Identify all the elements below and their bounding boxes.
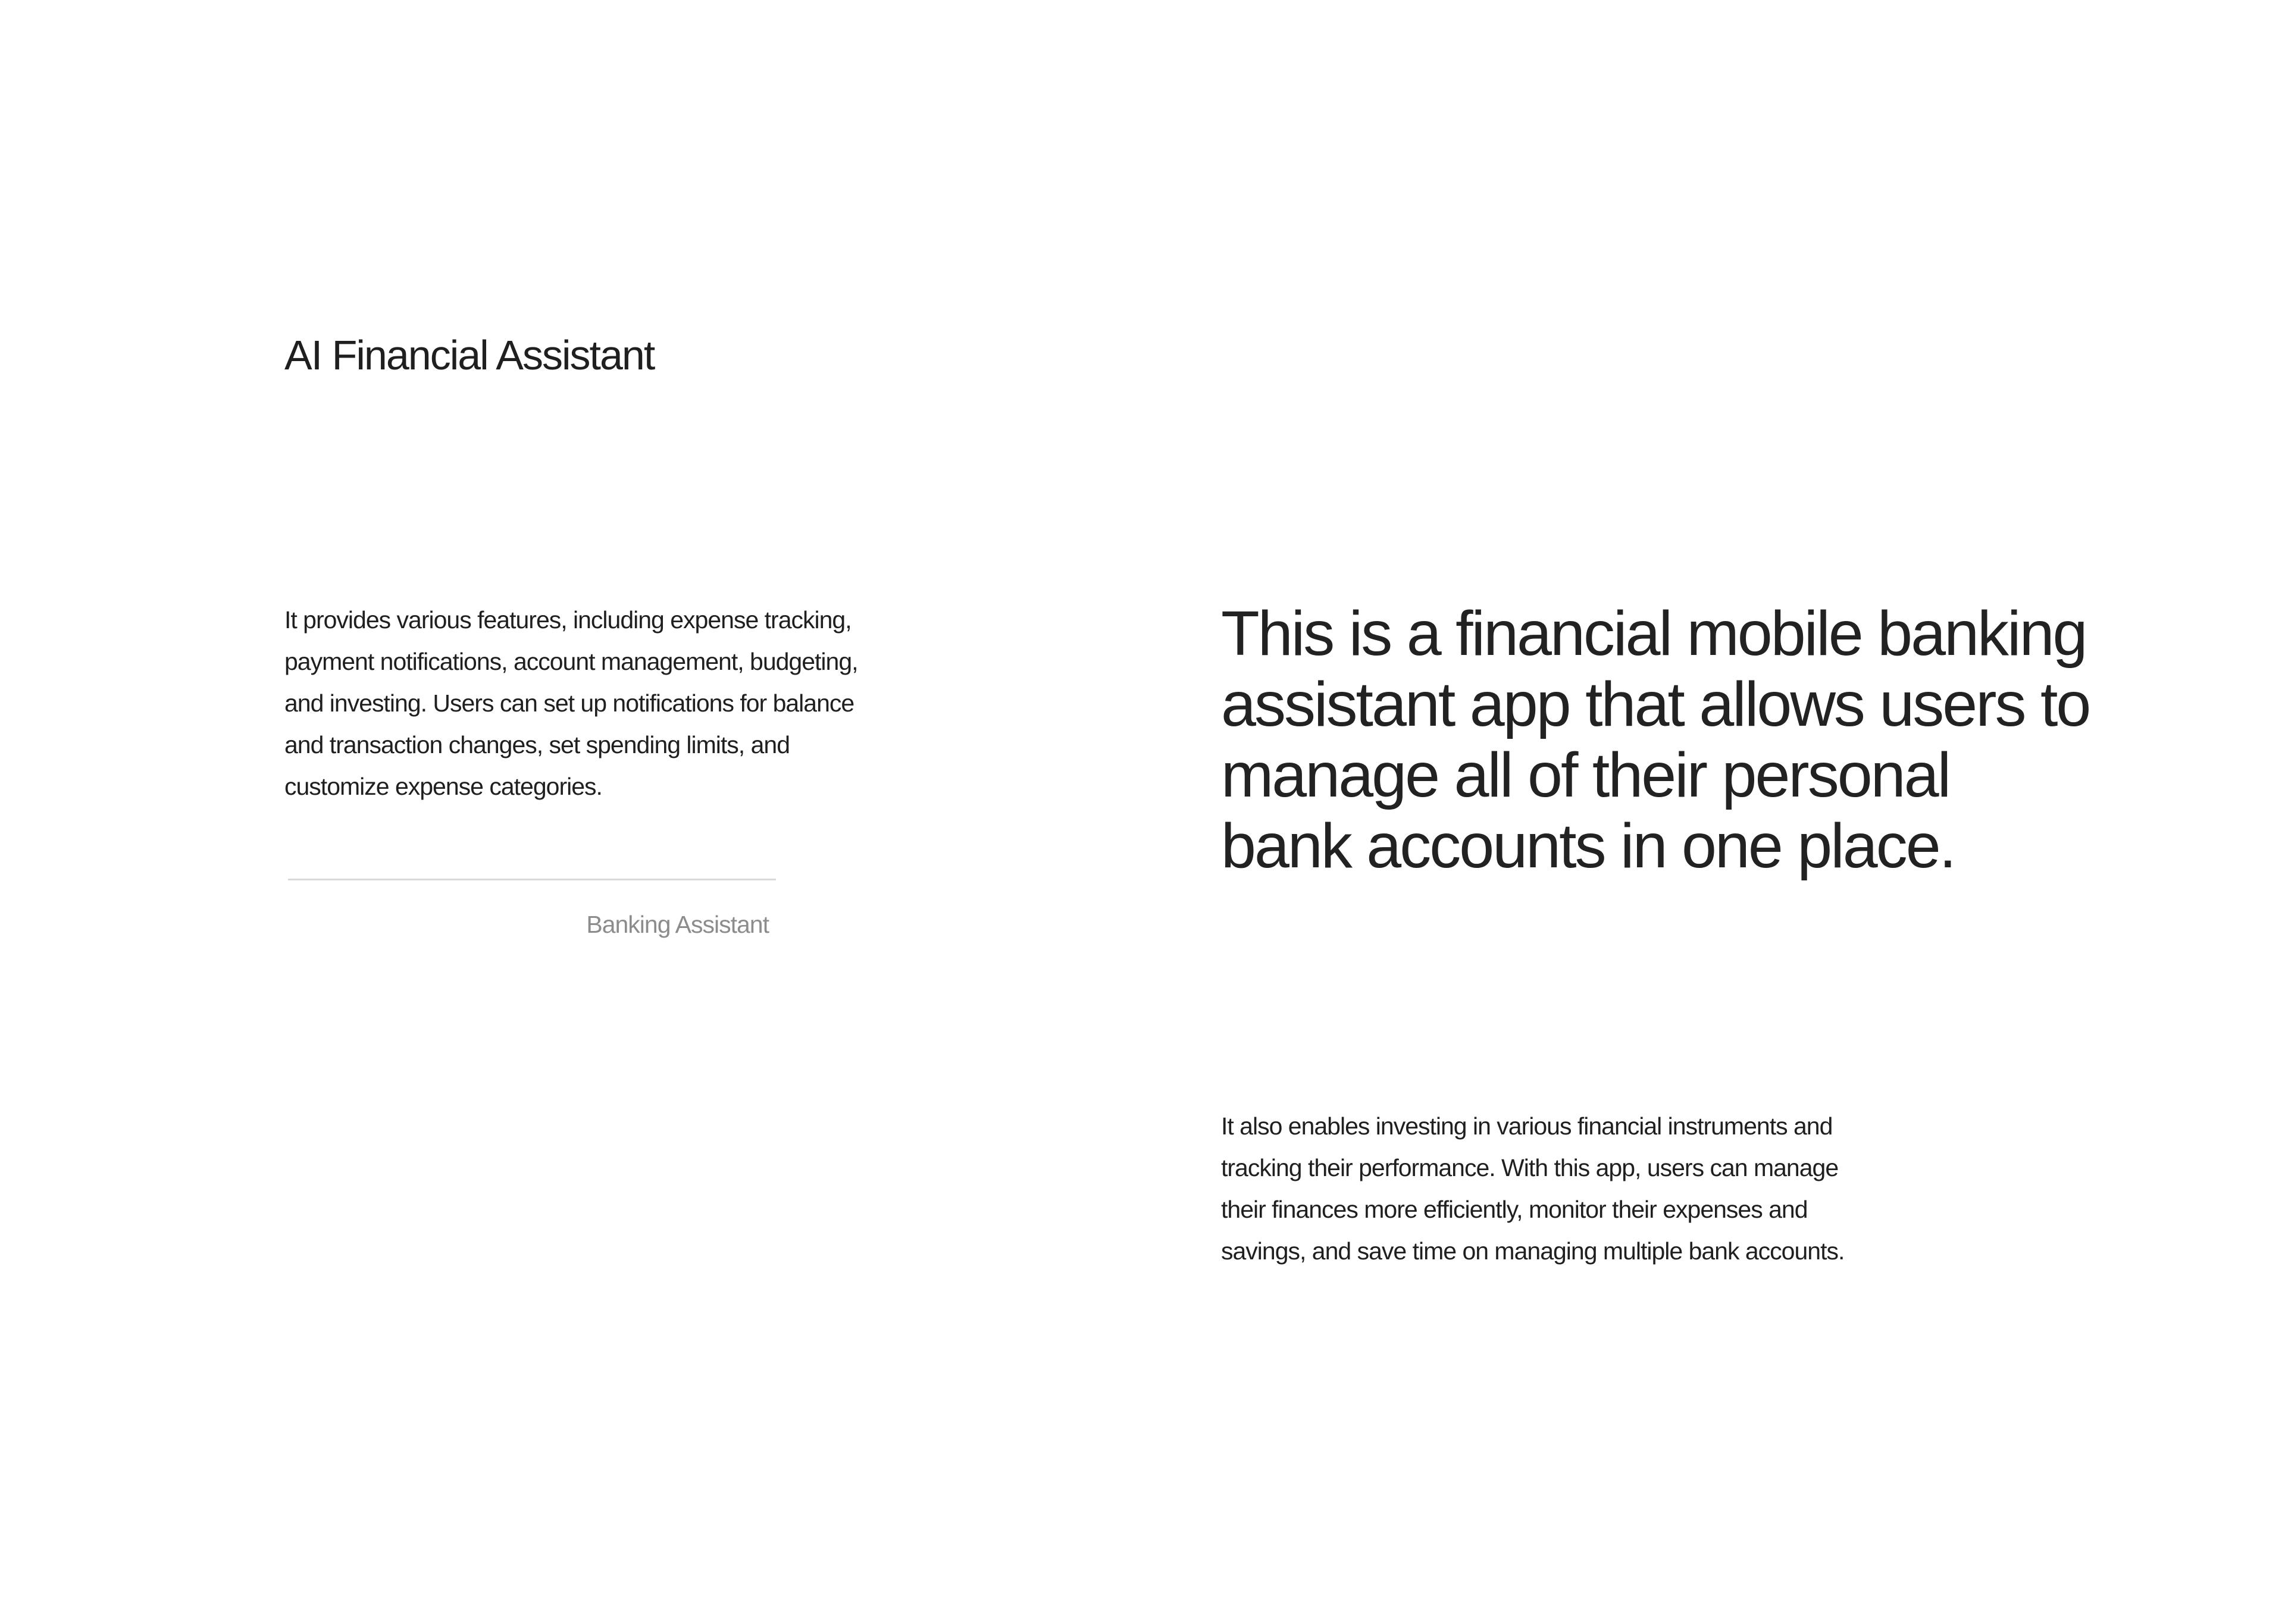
caption-label: Banking Assistant <box>586 911 769 938</box>
caption-divider <box>288 879 776 880</box>
feature-description: It provides various features, including expense tracking, payment notifications, account management, budgeting, and investing. Users can set up notifications for balance and transaction changes, set spending limits, and customize expense categories. <box>284 606 858 800</box>
investing-description: It also enables investing in various financial instruments and tracking their performance. With this app, users can manage their finances more efficiently, monitor their expenses and savings, and save time on managing multiple bank accounts. <box>1221 1112 1845 1265</box>
page-title: AI Financial Assistant <box>284 332 655 378</box>
headline: This is a financial mobile banking assistant app that allows users to manage all of their personal bank accounts in one place. <box>1221 598 2090 881</box>
